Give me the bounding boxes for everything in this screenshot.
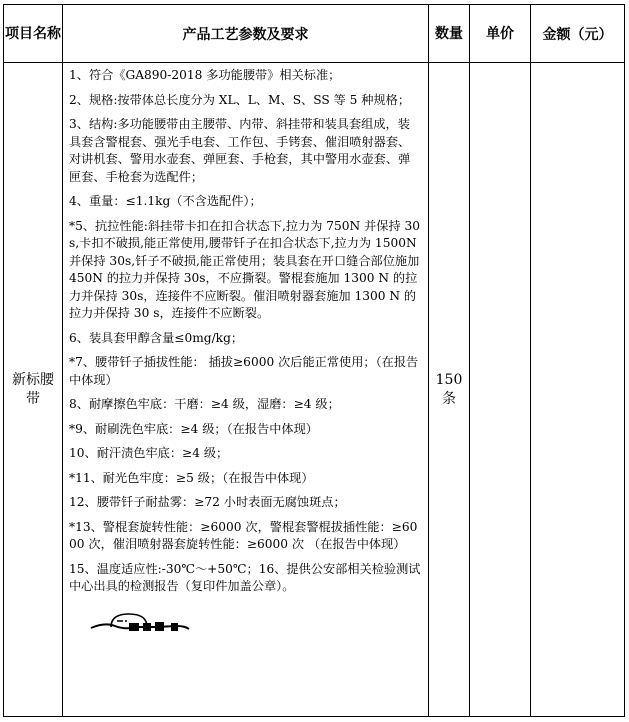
requirement-line: 6、装具套甲醇含量≤0mg/kg； [69,330,244,345]
belt-sketch-icon [85,610,195,638]
header-item-name: 项目名称 [4,5,63,63]
header-requirements: 产品工艺参数及要求 [63,5,429,63]
header-quantity: 数量 [429,5,470,63]
header-unit-price: 单价 [470,5,531,63]
requirement-line: 2、规格:按带体总长度分为 XL、L、M、S、SS 等 5 种规格； [69,92,411,107]
requirement-line: 1、符合《GA890-2018 多功能腰带》相关标准； [69,68,341,82]
header-amount: 金额（元） [531,5,625,63]
amount-cell [531,63,625,717]
requirement-line: 10、耐汗渍色牢底：≥4 级； [69,446,229,460]
requirements-cell [63,63,429,717]
requirement-line: 3、结构:多功能腰带由主腰带、内带、斜挂带和装具套组成，装具套含警棍套、强光手电套、工作包、手铐套、催泪喷射器套、对讲机套、警用水壶套、弹匣套、手枪套，其中警用水壶套、弹匣套、手枪套为选配件； [69,117,411,184]
spec-table [3,4,625,717]
requirement-line: 4、重量：≤1.1kg（不含选配件）； [69,194,262,208]
requirement-line: *11、耐光色牢度：≥5 级；（在报告中体现） [69,470,314,485]
requirement-line: *5、抗拉性能:斜挂带卡扣在扣合状态下,拉力为 750N 并保持 30s,卡扣不破损,能正常使用,腰带钎子在扣合状态下,拉力为 1500N 并保持 30s,钎子不破损,能正常使用；装具套在开口缝合部位施加 450N 的拉力并保持 30s，不应撕裂。警棍套施加 1300 N 的拉力并保持 30s，连接件不应断裂。催泪喷射器套施加 1300 N 的拉力并保持 30 s，连接件不应断裂。 [69,218,421,320]
unit-price-cell [470,63,531,717]
table-row [4,63,625,717]
requirement-line: 15、温度适应性:-30℃～+50℃；16、提供公安部相关检验测试中心出具的检测报告（复印件加盖公章）。 [69,561,421,593]
quantity-cell: 150条 [429,63,470,717]
requirement-line: *9、耐刷洗色牢底：≥4 级；（在报告中体现） [69,421,318,436]
requirement-line: *13、警棍套旋转性能：≥6000 次，警棍套警棍拔插性能：≥6000 次，催泪喷射器套旋转性能：≥6000 次 （在报告中体现） [69,519,418,551]
table-header-row [4,5,625,63]
requirement-line: 12、腰带钎子耐盐雾：≥72 小时表面无腐蚀斑点； [69,495,346,509]
item-name-cell: 新标腰带 [4,63,63,717]
requirement-line: *7、腰带钎子插拔性能： 插拔≥6000 次后能正常使用；（在报告中体现） [69,355,419,387]
requirement-line: 8、耐摩擦色牢底：干磨：≥4 级，湿磨：≥4 级； [69,397,340,411]
